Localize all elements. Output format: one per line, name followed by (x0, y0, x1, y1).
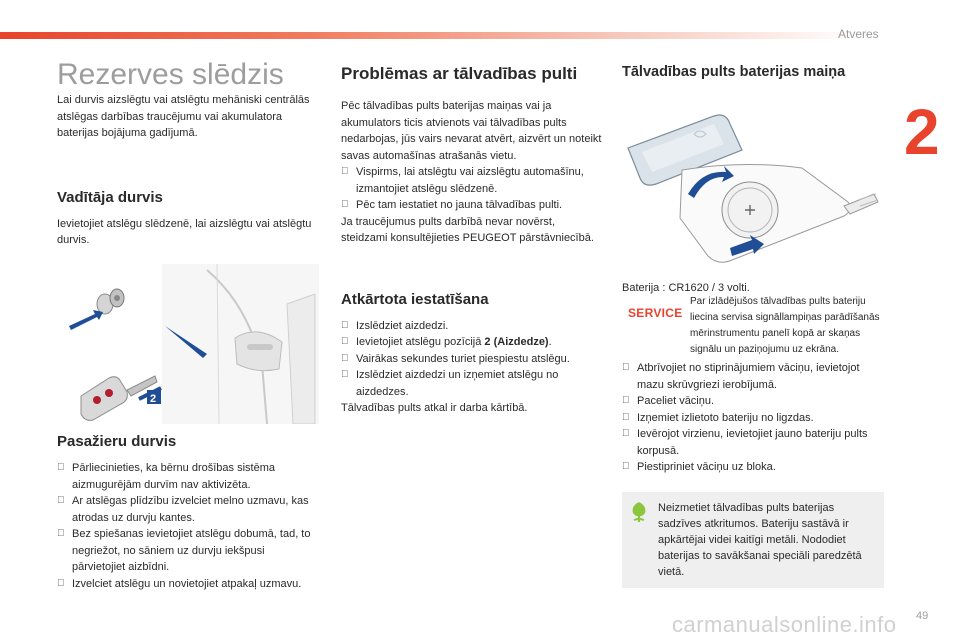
service-warning-icon: SERVICE (628, 306, 683, 320)
list-item: Izņemiet izlietoto bateriju no ligzdas. (622, 410, 887, 427)
bullet-icon (57, 576, 65, 593)
bullet-icon (57, 526, 65, 543)
door-lock-illustration (57, 264, 319, 424)
column-remote-problems (341, 64, 603, 417)
battery-type-text: Baterija : CR1620 / 3 volti. (622, 282, 750, 294)
remote-problems-list (341, 164, 603, 214)
driver-door-heading: Vadītāja durvis (57, 188, 163, 206)
passenger-steps-list (57, 460, 315, 592)
reset-heading: Atkārtota iestatīšana (341, 290, 489, 308)
remote-problems-intro: Pēc tālvadības pults baterijas maiņas vai ja akumulators ticis atvienots vai tālvadības pults nedarbojas, jūs vairs nevarat atvērt, aizvērt un noteikt savas automašīnas atrašanās vietu. (341, 100, 602, 162)
leaf-hand-icon (630, 501, 648, 523)
list-item: Izvelciet atslēgu un novietojiet atpakaļ uzmavu. (57, 576, 315, 593)
service-note-text: Par izlādējušos tālvadības pults bateriju liecina servisa signāllampiņas parādīšanās mērinstrumentu panelī kopā ar skaņas signālu un paziņojumu uz ekrāna. (690, 296, 880, 355)
remote-problems-heading: Problēmas ar tālvadības pulti (341, 64, 578, 83)
environment-note-text: Neizmetiet tālvadības pults baterijas sadzīves atkritumos. Bateriju sastāvā ir apkārtējai videi kaitīgi metāli. Nododiet baterijas to savākšanai speciāli paredzētā vietā. (658, 502, 862, 578)
bullet-icon (341, 334, 349, 351)
list-item: Izslēdziet aizdedzi. (341, 318, 603, 335)
list-item: Vairākas sekundes turiet piespiestu atslēgu. (341, 351, 603, 368)
battery-change-heading: Tālvadības pults baterijas maiņa (622, 64, 846, 80)
list-item: Bez spiešanas ievietojiet atslēgu dobumā, tad, to negriežot, no sāniem uz durvju iekšpusi pārvietojiet aizbīdni. (57, 526, 315, 576)
reset-steps-list (341, 318, 603, 401)
list-item: Ievērojot virzienu, ievietojiet jauno bateriju pults korpusā. (622, 426, 887, 459)
list-item: Atbrīvojiet no stiprinājumiem vāciņu, ievietojot mazu skrūvgriezi ierobījumā. (622, 360, 887, 393)
reset-outro: Tālvadības pults atkal ir darba kārtībā. (341, 402, 528, 414)
battery-steps-section (622, 360, 887, 476)
intro-text: Lai durvis aizslēgtu vai atslēgtu mehāniski centrālās atslēgas darbības traucējumu vai akumulatora baterijas bojājuma gadījumā. (57, 94, 310, 139)
bullet-icon (341, 318, 349, 335)
bullet-icon (57, 493, 65, 510)
list-item: Piestipriniet vāciņu uz bloka. (622, 459, 887, 476)
column-backup-lock (57, 58, 315, 249)
passenger-doors-heading: Pasažieru durvis (57, 433, 177, 450)
list-item: Paceliet vāciņu. (622, 393, 887, 410)
list-item: Ar atslēgas plīdzību izvelciet melno uzmavu, kas atrodas uz durvju kantes. (57, 493, 315, 526)
page-number: 49 (916, 610, 929, 622)
bullet-icon (341, 197, 349, 214)
remote-problems-outro: Ja traucējumus pults darbībā nevar novērst, steidzami konsultējieties PEUGEOT pārstāvniecībā. (341, 215, 594, 244)
list-item: Pēc tam iestatiet no jauna tālvadības pulti. (341, 197, 603, 214)
bullet-icon (622, 393, 630, 410)
bullet-icon (622, 410, 630, 427)
chapter-number: 2 (904, 96, 940, 168)
bullet-icon (622, 360, 630, 377)
bullet-icon (622, 459, 630, 476)
bullet-icon (622, 426, 630, 443)
passenger-doors-section (57, 433, 315, 592)
illustration-step-label: 2 (150, 393, 157, 405)
driver-door-text: Ievietojiet atslēgu slēdzenē, lai aizslēgtu vai atslēgtu durvis. (57, 217, 312, 246)
section-label: Atveres (838, 27, 879, 41)
list-item: Vispirms, lai atslēgtu vai aizslēgtu automašīnu, izmantojiet atslēgu slēdzenē. (341, 164, 603, 197)
header-accent-bar (0, 32, 860, 39)
environment-note-box (622, 492, 884, 588)
list-item: Ievietojiet atslēgu pozīcijā 2 (Aizdedze). (341, 334, 603, 351)
battery-steps-list (622, 360, 887, 476)
bullet-icon (57, 460, 65, 477)
page-title: Rezerves slēdzis (57, 58, 284, 91)
list-item: Pārliecinieties, ka bērnu drošības sistēma aizmugurējām durvīm nav aktivizēta. (57, 460, 315, 493)
bullet-icon (341, 367, 349, 384)
column-battery-change (622, 64, 887, 90)
bullet-icon (341, 351, 349, 368)
ignition-position: 2 (Aizdedze) (484, 336, 549, 348)
watermark: carmanualsonline.info (672, 612, 897, 637)
remote-key-illustration (622, 110, 884, 270)
bullet-icon (341, 164, 349, 181)
list-item: Izslēdziet aizdedzi un izņemiet atslēgu no aizdedzes. (341, 367, 603, 400)
